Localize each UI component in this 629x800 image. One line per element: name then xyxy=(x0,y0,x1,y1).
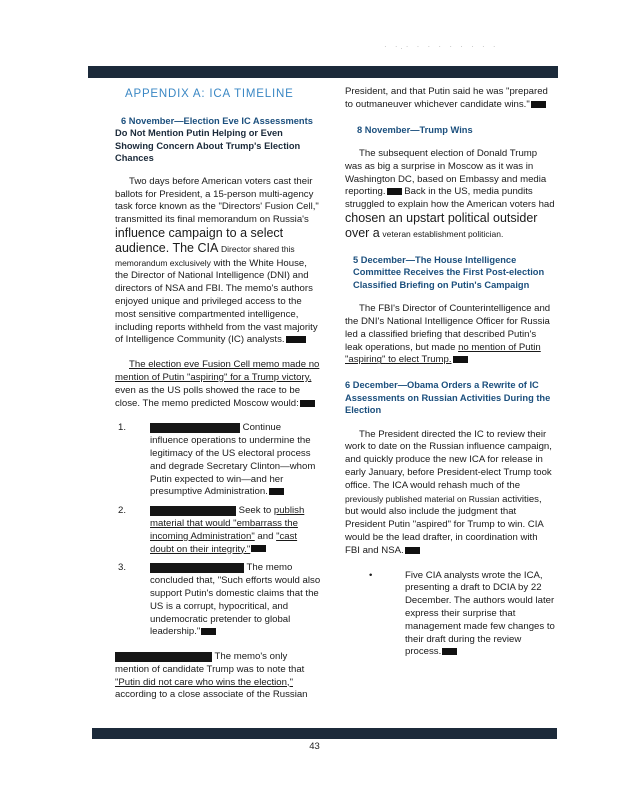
paragraph-text: The President directed the IC to review their work to date on the Russian influence campaign, and quickly produce the new ICA for release in early January, before President-elect Trump took office. The ICA would rehash much of the xyxy=(345,428,552,491)
bullet-text: Five CIA analysts wrote the ICA, presenting a draft to DCIA by 22 December. The authors would later express their surprise that management made few changes to their draft during the review process. xyxy=(405,569,555,658)
classification-marker xyxy=(251,545,266,552)
list-number: 3. xyxy=(118,562,127,574)
section-subheading: Do Not Mention Putin Helping or Even Showing Concern About Trump's Election Chances xyxy=(115,128,301,164)
list-item-text: operations to undermine the legitimacy of the US electoral process and degrade Secretary Clinton—whom Putin expected to win—and her presumptive Administration. xyxy=(150,435,316,498)
header-faint-text: · ·.· · · · · · · · · xyxy=(384,42,499,51)
paragraph-text: mention of candidate Trump was to note that xyxy=(115,663,305,675)
paragraph-text-small: veteran establishment politician. xyxy=(382,228,504,239)
paragraph-obama-orders xyxy=(345,429,555,558)
bottom-banner-bar xyxy=(92,728,557,739)
paragraph-continued xyxy=(345,86,555,112)
classification-marker xyxy=(442,648,457,655)
list-item-text: and xyxy=(257,530,274,542)
list-item xyxy=(115,505,322,556)
appendix-title: APPENDIX A: ICA TIMELINE xyxy=(125,88,294,100)
classification-marker xyxy=(286,336,306,343)
paragraph-text: activities, but would also include the judgment that President Putin "aspired" for Trump to win. CIA would be the lead drafter, in coordination with FBI and NSA. xyxy=(345,493,544,556)
paragraph-text: President, and that Putin said he was "prepared to outmaneuver whichever candidate wins." xyxy=(345,86,548,110)
classification-marker xyxy=(453,356,468,363)
list-number: 2. xyxy=(118,505,127,517)
section-date-heading: 8 November—Trump Wins xyxy=(357,124,473,135)
classification-marker xyxy=(531,101,546,108)
paragraph-hpsci-briefing xyxy=(345,303,555,367)
redaction-block xyxy=(150,563,244,573)
underlined-text: publish material that would "embarrass the incoming Administration" xyxy=(150,505,305,542)
paragraph-text: The FBI's Director of Counterintelligence and the DNI's National Intelligence Officer for Russia led a classified briefing that described Putin's leak operations, but made xyxy=(345,303,551,353)
bullet-icon: • xyxy=(369,569,373,581)
underlined-text: "cast doubt on their integrity." xyxy=(150,530,298,555)
paragraph-text: The memo's only xyxy=(214,651,288,663)
classification-marker xyxy=(201,628,216,635)
paragraph-trump-wins xyxy=(345,148,555,242)
list-item-text: concluded that, "Such efforts would also support Putin's domestic claims that the US is a corrupt, hypocritical, and undemocratic pretender to global leadership." xyxy=(150,575,321,638)
left-column xyxy=(115,86,322,714)
paragraph-text-large: influence campaign to a select audience. The CIA xyxy=(115,225,284,255)
bullet-item xyxy=(345,570,555,660)
paragraph-text-large: chosen an upstart political outsider over a xyxy=(345,211,538,240)
paragraph-text: Two days before American voters cast their ballots for President, a 15-person multi-agency task force known as the "Directors' Fusion Cell," transmitted its final memorandum on Russia's xyxy=(115,175,319,226)
classification-marker xyxy=(405,547,420,554)
paragraph-text-small: Director shared this memorandum exclusively xyxy=(115,243,295,268)
classification-marker xyxy=(300,400,315,407)
section-date-heading: 6 November—Election Eve IC Assessments xyxy=(121,115,313,126)
paragraph-text: The subsequent election of Donald Trump was as big a surprise in Moscow as it was in Washington DC, based on Embassy and media reporting. xyxy=(345,148,547,198)
top-banner-bar xyxy=(88,66,558,78)
underlined-text: "Putin did not care who wins the election," xyxy=(115,676,293,688)
classification-marker xyxy=(269,488,284,495)
paragraph-text: even as the US polls showed the race to be close. The memo predicted Moscow would: xyxy=(115,384,301,409)
section-date-heading: 5 December—The House Intelligence Committee Receives the First Post-election Classified Briefing on Putin's Campaign xyxy=(353,254,545,290)
paragraph-election-eve xyxy=(115,359,322,410)
classification-marker xyxy=(387,188,402,195)
redaction-block xyxy=(115,652,212,662)
underlined-text: no mention of Putin "aspiring" to elect Trump. xyxy=(345,341,541,366)
paragraph-text: with the White House, the Director of National Intelligence (DNI) and directors of NSA and FBI. The memo's authors enjoyed unique and privileged access to the most sensitive compartmented intelligence, including reports withheld from the vast majority of Intelligence Community (IC) analysts. xyxy=(115,257,318,346)
underlined-text: The election eve Fusion Cell memo made no mention of Putin "aspiring" for a Trump victory, xyxy=(115,359,320,383)
redaction-block xyxy=(150,506,236,516)
list-item xyxy=(115,422,322,499)
page-number: 43 xyxy=(309,741,320,752)
right-column xyxy=(345,86,555,669)
list-item xyxy=(115,562,322,639)
paragraph-fusion-cell xyxy=(115,176,322,347)
paragraph-text-small: previously published material on Russian xyxy=(345,493,500,504)
section-date-heading: 6 December—Obama Orders a Rewrite of IC Assessments on Russian Activities During the Election xyxy=(345,380,551,416)
list-item-text: Continue influence xyxy=(150,422,282,447)
list-item-text: Seek to xyxy=(238,505,272,517)
list-item-text: The memo xyxy=(246,562,293,574)
redaction-block xyxy=(150,423,240,433)
paragraph-text: according to a close associate of the Russian xyxy=(115,689,308,701)
paragraph-text: Back in the US, media pundits struggled to explain how the American voters had xyxy=(345,186,555,211)
paragraph-memo-only xyxy=(115,651,322,702)
list-number: 1. xyxy=(118,422,127,434)
numbered-list xyxy=(115,422,322,639)
